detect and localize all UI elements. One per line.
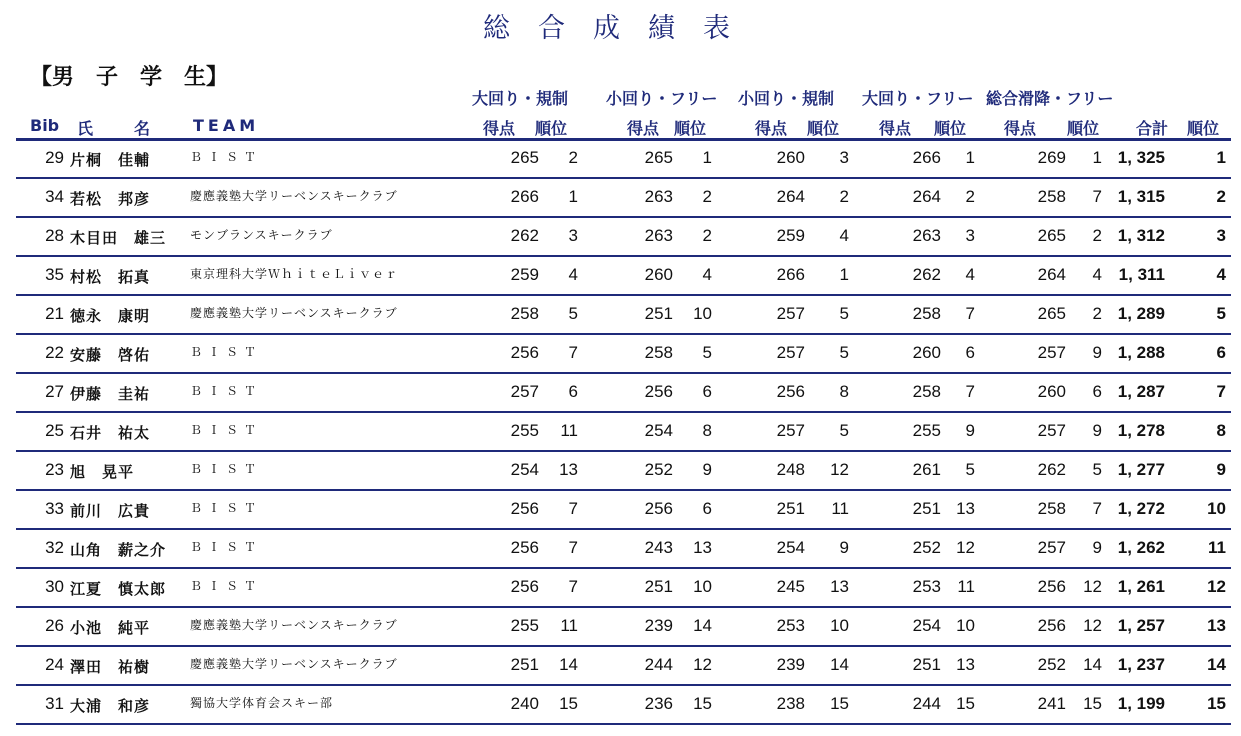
event-place: 10 (693, 304, 712, 323)
event-place: 13 (830, 577, 849, 596)
event-place: 4 (1092, 265, 1102, 284)
event-score: 260 (1037, 382, 1066, 401)
event-score: 244 (912, 694, 941, 713)
event-place: 3 (568, 226, 578, 245)
event-score: 239 (644, 616, 673, 635)
event-score: 265 (510, 148, 539, 167)
score-header-2: 得点 (627, 119, 660, 138)
event-place: 6 (1092, 382, 1102, 401)
event-score: 263 (912, 226, 941, 245)
competitor-name: 若松 邦彦 (70, 190, 151, 208)
event-place: 9 (965, 421, 975, 440)
event-score: 257 (1037, 343, 1066, 362)
competitor-name: 澤田 祐樹 (70, 658, 151, 676)
event-score: 254 (510, 460, 539, 479)
bib-number: 28 (45, 226, 64, 245)
team-name: 東京理科大学ＷｈｉｔｅＬｉｖｅｒ (190, 267, 399, 281)
event-score: 256 (1037, 616, 1066, 635)
event-header-3: 小回り・規制 (738, 89, 835, 108)
event-score: 254 (912, 616, 941, 635)
score-header-5: 得点 (1004, 119, 1037, 138)
event-score: 238 (776, 694, 805, 713)
overall-rank: 1 (1216, 148, 1226, 167)
event-score: 254 (776, 538, 805, 557)
event-score: 259 (510, 265, 539, 284)
place-header-3: 順位 (807, 119, 840, 138)
total-score: 1, 277 (1117, 460, 1165, 479)
team-name: ＢＩＳＴ (190, 150, 263, 164)
event-score: 253 (912, 577, 941, 596)
table-row (0, 569, 1241, 608)
table-row (0, 179, 1241, 218)
event-place: 12 (1083, 577, 1102, 596)
table-row (0, 608, 1241, 647)
event-place: 15 (956, 694, 975, 713)
event-score: 260 (776, 148, 805, 167)
event-place: 8 (702, 421, 712, 440)
event-place: 1 (965, 148, 975, 167)
event-place: 10 (693, 577, 712, 596)
overall-rank: 11 (1208, 538, 1226, 557)
event-score: 252 (644, 460, 673, 479)
bib-number: 35 (45, 265, 64, 284)
event-score: 263 (644, 187, 673, 206)
event-place: 11 (560, 616, 578, 635)
table-row (0, 140, 1241, 179)
total-header: 合計 (1136, 119, 1169, 138)
event-place: 12 (693, 655, 712, 674)
team-name: 慶應義塾大学リーベンスキークラブ (190, 189, 398, 203)
event-place: 9 (1092, 538, 1102, 557)
competitor-name: 山角 薪之介 (70, 541, 167, 559)
event-place: 4 (702, 265, 712, 284)
total-score: 1, 315 (1117, 187, 1165, 206)
event-place: 7 (965, 304, 975, 323)
table-row (0, 647, 1241, 686)
event-score: 262 (510, 226, 539, 245)
event-place: 1 (1092, 148, 1102, 167)
competitor-name: 片桐 佳輔 (70, 151, 151, 169)
event-score: 259 (776, 226, 805, 245)
name-header-2: 名 (134, 119, 151, 138)
event-place: 6 (702, 382, 712, 401)
event-score: 256 (510, 577, 539, 596)
event-score: 261 (912, 460, 941, 479)
event-place: 7 (1092, 187, 1102, 206)
team-name: ＢＩＳＴ (190, 579, 263, 593)
event-place: 15 (693, 694, 712, 713)
page-title: 総合成績表 (483, 13, 758, 44)
event-place: 9 (1092, 343, 1102, 362)
event-place: 15 (830, 694, 849, 713)
event-place: 7 (568, 538, 578, 557)
event-score: 257 (776, 421, 805, 440)
event-score: 257 (510, 382, 539, 401)
total-score: 1, 261 (1117, 577, 1165, 596)
event-score: 256 (1037, 577, 1066, 596)
category-heading: 【男 子 学 生】 (30, 65, 229, 90)
event-place: 14 (559, 655, 578, 674)
event-place: 9 (839, 538, 849, 557)
event-score: 262 (912, 265, 941, 284)
event-place: 14 (1083, 655, 1102, 674)
event-score: 240 (510, 694, 539, 713)
event-header-1: 大回り・規制 (472, 89, 569, 108)
overall-rank: 5 (1216, 304, 1226, 323)
event-score: 266 (912, 148, 941, 167)
event-score: 257 (1037, 421, 1066, 440)
total-score: 1, 312 (1117, 226, 1165, 245)
event-place: 3 (965, 226, 975, 245)
table-row (0, 452, 1241, 491)
event-place: 9 (702, 460, 712, 479)
event-score: 256 (510, 343, 539, 362)
event-score: 251 (644, 304, 673, 323)
overall-rank: 14 (1207, 655, 1226, 674)
event-score: 251 (776, 499, 805, 518)
event-place: 6 (702, 499, 712, 518)
event-place: 10 (830, 616, 849, 635)
event-place: 1 (568, 187, 578, 206)
event-score: 264 (1037, 265, 1066, 284)
event-place: 13 (559, 460, 578, 479)
event-score: 269 (1037, 148, 1066, 167)
rank-header: 順位 (1187, 119, 1220, 138)
table-row (0, 257, 1241, 296)
event-place: 2 (1092, 304, 1102, 323)
event-score: 260 (912, 343, 941, 362)
score-header-1: 得点 (483, 119, 516, 138)
table-row (0, 335, 1241, 374)
event-score: 257 (1037, 538, 1066, 557)
event-place: 13 (956, 655, 975, 674)
event-score: 256 (776, 382, 805, 401)
event-place: 2 (702, 187, 712, 206)
bib-number: 23 (45, 460, 64, 479)
event-score: 256 (510, 538, 539, 557)
total-score: 1, 288 (1117, 343, 1165, 362)
team-name: ＢＩＳＴ (190, 501, 263, 515)
event-score: 258 (1037, 187, 1066, 206)
event-place: 11 (560, 421, 578, 440)
team-name: ＢＩＳＴ (190, 423, 263, 437)
event-score: 256 (510, 499, 539, 518)
competitor-name: 石井 祐太 (70, 424, 151, 442)
team-name: ＢＩＳＴ (190, 384, 263, 398)
table-row (0, 413, 1241, 452)
event-place: 5 (839, 421, 849, 440)
team-name: 獨協大学体育会スキー部 (190, 696, 334, 710)
competitor-name: 旭 晃平 (70, 463, 135, 481)
event-place: 2 (839, 187, 849, 206)
event-place: 7 (568, 577, 578, 596)
event-place: 12 (1083, 616, 1102, 635)
competitor-name: 前川 広貴 (70, 502, 151, 520)
event-score: 255 (510, 421, 539, 440)
overall-rank: 3 (1216, 226, 1226, 245)
team-name: モンブランスキークラブ (190, 228, 333, 242)
bib-number: 26 (45, 616, 64, 635)
total-score: 1, 237 (1117, 655, 1165, 674)
competitor-name: 大浦 和彦 (70, 697, 151, 715)
event-place: 1 (702, 148, 712, 167)
event-place: 12 (956, 538, 975, 557)
event-score: 251 (912, 499, 941, 518)
event-score: 266 (776, 265, 805, 284)
event-score: 257 (776, 343, 805, 362)
event-place: 14 (830, 655, 849, 674)
total-score: 1, 311 (1118, 265, 1165, 284)
bib-number: 31 (45, 694, 64, 713)
total-score: 1, 199 (1117, 694, 1165, 713)
row-divider (16, 723, 1231, 725)
overall-rank: 15 (1207, 694, 1226, 713)
table-row (0, 218, 1241, 257)
event-score: 245 (776, 577, 805, 596)
event-place: 4 (839, 226, 849, 245)
competitor-name: 安藤 啓佑 (70, 346, 151, 364)
competitor-name: 伊藤 圭祐 (70, 385, 151, 403)
competitor-name: 小池 純平 (70, 619, 151, 637)
total-score: 1, 287 (1117, 382, 1165, 401)
event-place: 14 (693, 616, 712, 635)
bib-number: 34 (45, 187, 64, 206)
event-place: 7 (568, 499, 578, 518)
team-name: ＢＩＳＴ (190, 345, 263, 359)
event-place: 4 (965, 265, 975, 284)
event-place: 2 (965, 187, 975, 206)
overall-rank: 13 (1207, 616, 1226, 635)
name-header-1: 氏 (77, 119, 94, 138)
total-score: 1, 262 (1117, 538, 1165, 557)
event-place: 7 (965, 382, 975, 401)
event-place: 5 (702, 343, 712, 362)
bib-number: 27 (45, 382, 64, 401)
team-name: 慶應義塾大学リーベンスキークラブ (190, 306, 398, 320)
bib-number: 32 (45, 538, 64, 557)
score-header-4: 得点 (879, 119, 912, 138)
event-score: 257 (776, 304, 805, 323)
bib-number: 33 (45, 499, 64, 518)
event-score: 258 (912, 304, 941, 323)
event-score: 255 (510, 616, 539, 635)
event-score: 248 (776, 460, 805, 479)
total-score: 1, 289 (1117, 304, 1165, 323)
event-score: 256 (644, 382, 673, 401)
event-score: 243 (644, 538, 673, 557)
score-header-3: 得点 (755, 119, 788, 138)
event-place: 5 (1092, 460, 1102, 479)
team-name: ＢＩＳＴ (190, 540, 263, 554)
table-row (0, 491, 1241, 530)
overall-rank: 12 (1207, 577, 1226, 596)
event-score: 265 (1037, 226, 1066, 245)
team-name: 慶應義塾大学リーベンスキークラブ (190, 657, 398, 671)
event-place: 7 (1092, 499, 1102, 518)
event-score: 255 (912, 421, 941, 440)
event-place: 2 (702, 226, 712, 245)
total-score: 1, 278 (1117, 421, 1165, 440)
competitor-name: 江夏 慎太郎 (70, 580, 167, 598)
bib-number: 29 (45, 148, 64, 167)
event-place: 2 (1092, 226, 1102, 245)
event-place: 4 (568, 265, 578, 284)
overall-rank: 10 (1207, 499, 1226, 518)
event-place: 5 (965, 460, 975, 479)
competitor-name: 徳永 康明 (70, 307, 151, 325)
table-row (0, 530, 1241, 569)
event-score: 251 (912, 655, 941, 674)
event-score: 241 (1037, 694, 1066, 713)
event-place: 15 (559, 694, 578, 713)
competitor-name: 村松 拓真 (70, 268, 151, 286)
event-score: 263 (644, 226, 673, 245)
event-score: 265 (644, 148, 673, 167)
bib-number: 25 (45, 421, 64, 440)
event-score: 251 (510, 655, 539, 674)
event-score: 258 (644, 343, 673, 362)
overall-rank: 6 (1216, 343, 1226, 362)
event-place: 13 (693, 538, 712, 557)
total-score: 1, 257 (1117, 616, 1165, 635)
event-score: 264 (912, 187, 941, 206)
event-header-2: 小回り・フリー (606, 89, 718, 108)
place-header-2: 順位 (674, 119, 707, 138)
event-place: 2 (568, 148, 578, 167)
event-score: 252 (1037, 655, 1066, 674)
event-score: 251 (644, 577, 673, 596)
event-place: 12 (830, 460, 849, 479)
event-score: 239 (776, 655, 805, 674)
event-score: 258 (912, 382, 941, 401)
event-score: 264 (776, 187, 805, 206)
event-score: 260 (644, 265, 673, 284)
event-place: 1 (839, 265, 849, 284)
overall-rank: 7 (1216, 382, 1226, 401)
event-score: 244 (644, 655, 673, 674)
event-place: 15 (1083, 694, 1102, 713)
event-place: 11 (831, 499, 849, 518)
event-place: 10 (956, 616, 975, 635)
place-header-4: 順位 (934, 119, 967, 138)
event-score: 254 (644, 421, 673, 440)
event-score: 253 (776, 616, 805, 635)
event-score: 258 (1037, 499, 1066, 518)
competitor-name: 木目田 雄三 (70, 229, 167, 247)
overall-rank: 9 (1216, 460, 1226, 479)
bib-number: 21 (45, 304, 64, 323)
event-place: 9 (1092, 421, 1102, 440)
event-place: 7 (568, 343, 578, 362)
event-score: 256 (644, 499, 673, 518)
team-name: 慶應義塾大学リーベンスキークラブ (190, 618, 398, 632)
team-name: ＢＩＳＴ (190, 462, 263, 476)
table-row (0, 686, 1241, 725)
overall-rank: 4 (1216, 265, 1226, 284)
event-score: 236 (644, 694, 673, 713)
total-score: 1, 272 (1117, 499, 1165, 518)
overall-rank: 8 (1216, 421, 1226, 440)
event-place: 5 (839, 343, 849, 362)
bib-number: 30 (45, 577, 64, 596)
event-place: 3 (839, 148, 849, 167)
event-place: 13 (956, 499, 975, 518)
bib-number: 22 (45, 343, 64, 362)
team-header: TEAM (193, 116, 260, 135)
table-row (0, 374, 1241, 413)
event-header-5: 総合滑降・フリー (986, 89, 1114, 108)
place-header-5: 順位 (1067, 119, 1100, 138)
event-score: 258 (510, 304, 539, 323)
event-score: 252 (912, 538, 941, 557)
overall-rank: 2 (1216, 187, 1226, 206)
event-score: 262 (1037, 460, 1066, 479)
table-row (0, 296, 1241, 335)
event-place: 5 (839, 304, 849, 323)
place-header-1: 順位 (535, 119, 568, 138)
total-score: 1, 325 (1117, 148, 1165, 167)
event-place: 11 (957, 577, 975, 596)
bib-header: Bib (30, 116, 60, 135)
event-place: 8 (839, 382, 849, 401)
event-score: 265 (1037, 304, 1066, 323)
bib-number: 24 (45, 655, 64, 674)
event-place: 5 (568, 304, 578, 323)
event-place: 6 (568, 382, 578, 401)
event-header-4: 大回り・フリー (862, 89, 974, 108)
event-place: 6 (965, 343, 975, 362)
event-score: 266 (510, 187, 539, 206)
